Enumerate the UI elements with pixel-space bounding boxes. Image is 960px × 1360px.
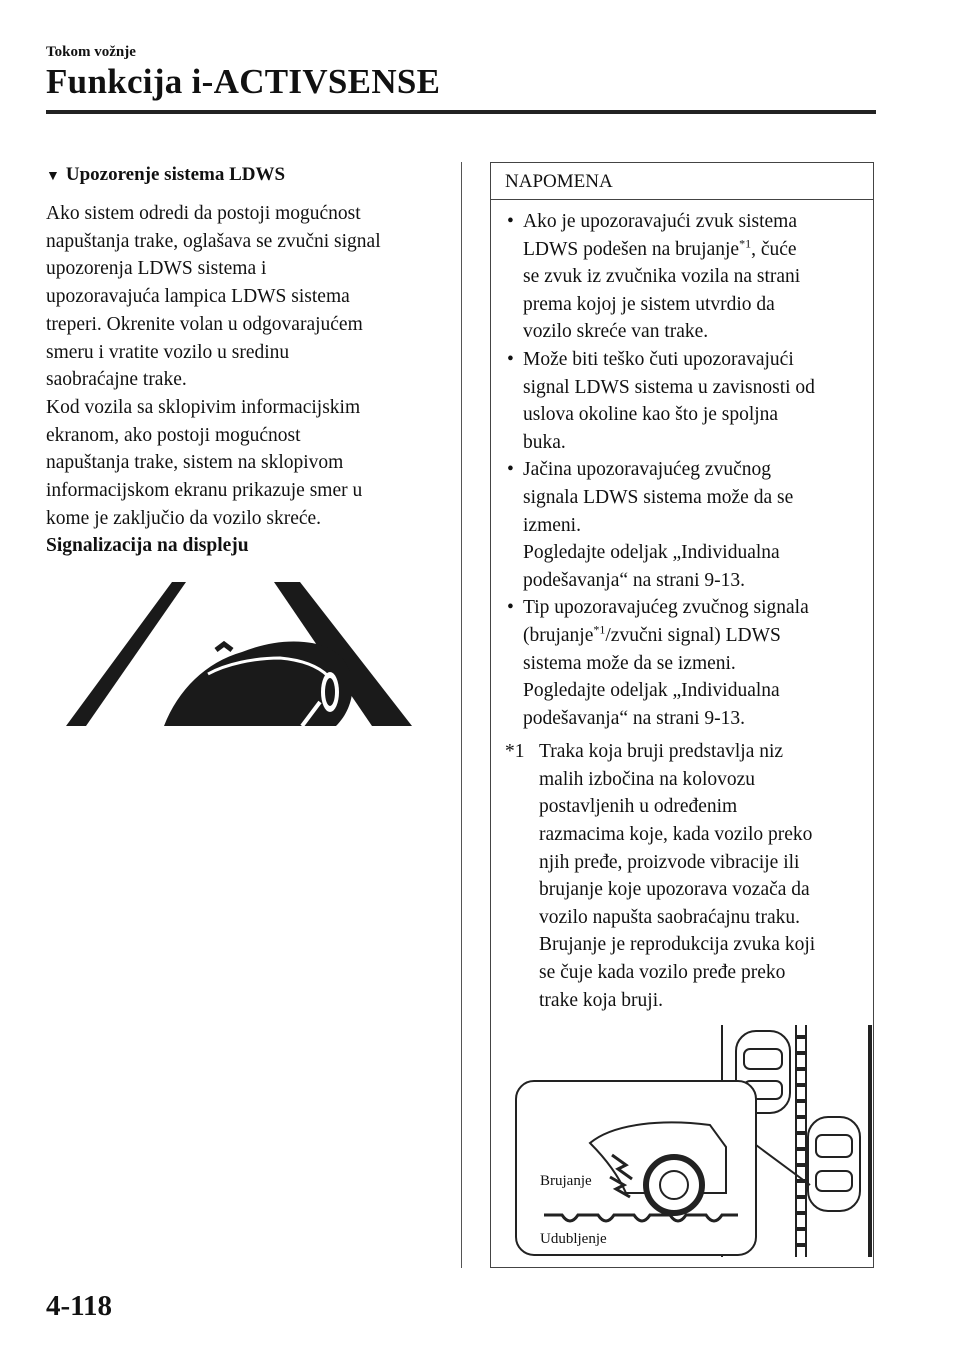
- lane-departure-display-illustration: [66, 580, 412, 728]
- note-bullets: [491, 208, 873, 732]
- note-bullet-2: • Može biti teško čuti upozoravajući signal LDWS sistema u zavisnosti od uslova okoline kao što je spoljna buka.: [505, 346, 873, 456]
- bullet-dot-icon: •: [507, 211, 514, 232]
- note-bullet-3: • Jačina upozoravajućeg zvučnog signala LDWS sistema može da se izmeni. Pogledajte odeljak „Individualna podešavanja“ na strani 9-13.: [505, 456, 873, 594]
- section-heading: [46, 164, 446, 186]
- rumble-strip-illustration: [514, 1025, 874, 1257]
- bullet-dot-icon: •: [507, 348, 514, 370]
- note-bullet-4: • Tip upozoravajućeg zvučnog signala (brujanje$^{*1}$/zvučni signal) LDWS sistema može da se izmeni. Pogledajte odeljak „Individualna podešavanja“ na strani 9-13.: [505, 594, 873, 732]
- bullet-dot-icon: •: [507, 459, 514, 481]
- page-title: Funkcija i-ACTIVSENSE: [46, 62, 441, 101]
- rumble-strip-lane: [796, 1025, 806, 1257]
- left-lane-line: [66, 582, 186, 726]
- triangle-marker-icon: ▼: [46, 169, 60, 184]
- paragraph-display: Kod vozila sa sklopivim informacijskim ekranom, ako postoji mogućnost napuštanja trake, sistem na sklopivom informacijskom ekranu prikazuje smer u kome je zaključio da vozilo skreće.: [46, 396, 363, 529]
- footnote: *1 Traka koja bruji predstavlja niz malih izbočina na kolovozu postavljenih u određenim razmacima koje, kada vozilo preko njih pređe, proizvode vibracije ili brujanje koje upozorava vozača da vozilo napušta saobraćajnu traku. Brujanje je reprodukcija zvuka koji se čuje kada vozilo pređe preko trake koja bruji.: [505, 738, 873, 1014]
- label-udubljenje: Udubljenje: [540, 1231, 607, 1247]
- left-column: [46, 164, 446, 560]
- header-rule: [46, 110, 876, 114]
- label-brujanje: Brujanje: [540, 1173, 592, 1189]
- wheel-icon: [646, 1157, 702, 1213]
- column-divider: [461, 162, 462, 1268]
- section-heading-text: Upozorenje sistema LDWS: [65, 164, 286, 185]
- note-bullet-1: • Ako je upozoravajući zvuk sistema LDWS podešen na brujanje$^{*1}$, čuće se zvuk iz zvučnika vozila na strani prema kojoj je sistem utvrdio da vozilo skreće van trake.: [505, 208, 873, 346]
- car-crossing-icon: [808, 1117, 860, 1211]
- paragraph-warning: Ako sistem odredi da postoji mogućnost napuštanja trake, oglašava se zvučni signal upozorenja LDWS sistema i upozoravajuća lampica LDWS sistema treperi. Okrenite volan u odgovarajućem smeru i vratite vozilo u sredinu saobraćajne trake.: [46, 203, 381, 391]
- footnote-ref: *1: [739, 236, 752, 251]
- bullet-dot-icon: •: [507, 597, 514, 619]
- note-heading: NAPOMENA: [491, 163, 873, 200]
- running-header-section: Tokom vožnje: [46, 44, 136, 60]
- page-number: 4-118: [46, 1290, 113, 1322]
- footnote-ref: *1: [593, 622, 606, 637]
- display-signal-label: Signalizacija na displeju: [46, 535, 249, 557]
- footnote-mark: *1: [505, 741, 525, 763]
